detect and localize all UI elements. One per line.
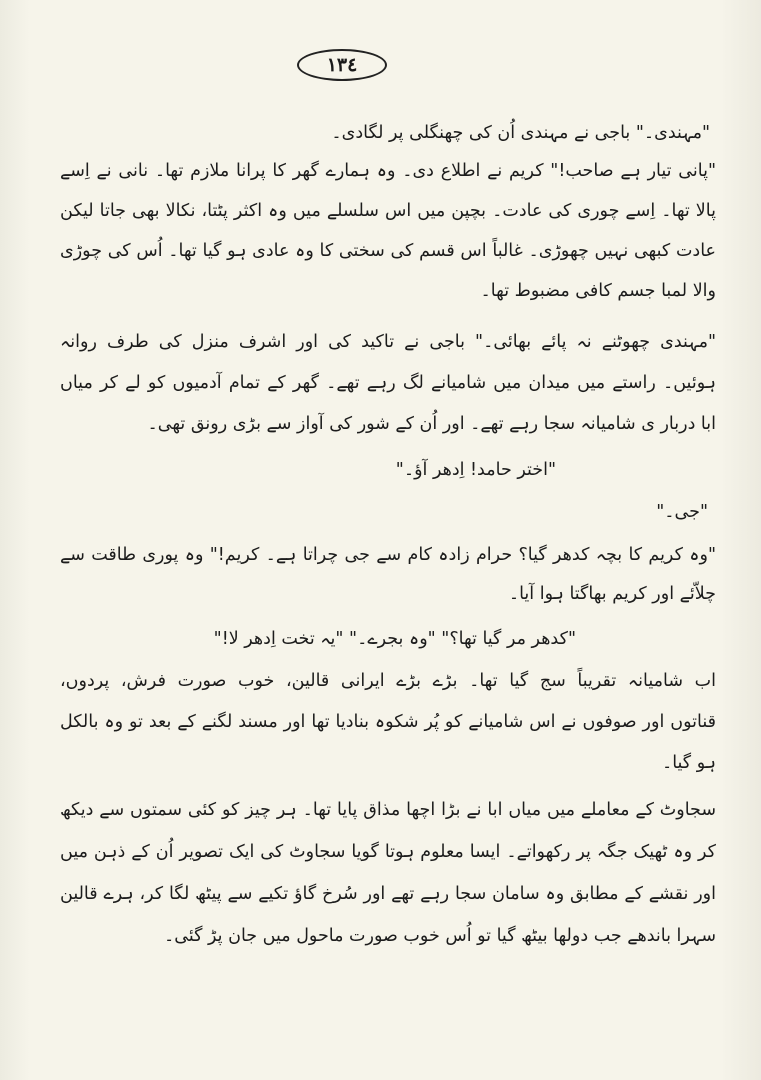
page-number: ١٣٤ — [297, 49, 387, 81]
text-line: "جی۔" — [656, 502, 708, 522]
text-line: "مہندی چھوٹنے نہ پائے بھائی۔" باجی نے تاکید کی اور اشرف منزل کی طرف روانہ — [60, 332, 716, 352]
paragraph-8 — [60, 664, 716, 781]
paragraph-2 — [60, 154, 716, 309]
paragraph-5 — [60, 495, 716, 530]
text-line: عادت کبھی نہیں چھوڑی۔ غالباً اس قسم کی سختی کا وہ عادی ہو گیا تھا۔ اُس کی چوڑی — [60, 241, 716, 261]
paragraph-6 — [60, 538, 716, 612]
text-line: والا لمبا جسم کافی مضبوط تھا۔ — [480, 281, 716, 301]
text-line: "کدھر مر گیا تھا؟" "وہ بجرے۔" "یہ تخت اِدھر لا!" — [213, 629, 576, 649]
text-line: ابا دربار ی شامیانہ سجا رہے تھے۔ اور اُن کے شور کی آواز سے بڑی رونق تھی۔ — [147, 414, 716, 434]
text-line: اب شامیانہ تقریباً سج گیا تھا۔ بڑے بڑے ایرانی قالین، خوب صورت فرش، پردوں، — [60, 671, 716, 691]
text-line: ہو گیا۔ — [661, 753, 716, 773]
text-line: کر وہ ٹھیک جگہ پر رکھواتے۔ ایسا معلوم ہوتا گویا سجاوٹ کی ایک تصویر اُن کے ذہن میں — [60, 842, 716, 862]
text-line: اور نقشے کے مطابق وہ سامان سجا رہے تھے اور سُرخ گاؤ تکیے سے پیٹھ لگا کر، ہرے قالین — [60, 884, 716, 904]
paragraph-7 — [60, 622, 716, 657]
text-line: چلاّئے اور کریم بھاگتا ہوا آیا۔ — [508, 584, 716, 604]
text-line: ہوئیں۔ راستے میں میدان میں شامیانے لگ رہے تھے۔ گھر کے تمام آدمیوں کو لے کر میاں — [60, 373, 716, 393]
text-line: "مہندی۔" باجی نے مہندی اُن کی چھنگلی پر لگادی۔ — [331, 123, 710, 143]
text-line: سجاوٹ کے معاملے میں میاں ابا نے بڑا اچھا مذاق پایا تھا۔ ہر چیز کو کئی سمتوں سے دیکھ — [60, 800, 716, 820]
text-line: "وہ کریم کا بچہ کدھر گیا؟ حرام زادہ کام سے جی چراتا ہے۔ کریم!" وہ پوری طاقت سے — [60, 545, 716, 565]
text-line: "پانی تیار ہے صاحب!" کریم نے اطلاع دی۔ وہ ہمارے گھر کا پرانا ملازم تھا۔ نانی نے اِسے — [60, 161, 716, 181]
text-line: قناتوں اور صوفوں نے اس شامیانے کو پُر شکوہ بنادیا تھا اور مسند لگنے کے بعد تو وہ بالکل — [60, 712, 716, 732]
paragraph-1 — [60, 116, 716, 151]
paragraph-9 — [60, 793, 716, 954]
text-line: پالا تھا۔ اِسے چوری کی عادت۔ بچپن میں اس سلسلے میں وہ اکثر پٹتا، نکالا بھی جاتا لیکن — [60, 201, 716, 221]
paragraph-3 — [60, 325, 716, 442]
text-line: سہرا باندھے جب دولھا بیٹھ گیا تو اُس خوب صورت ماحول میں جان پڑ گئی۔ — [164, 926, 716, 946]
paragraph-4 — [60, 453, 716, 488]
text-line: "اختر حامد! اِدھر آؤ۔" — [395, 460, 556, 480]
